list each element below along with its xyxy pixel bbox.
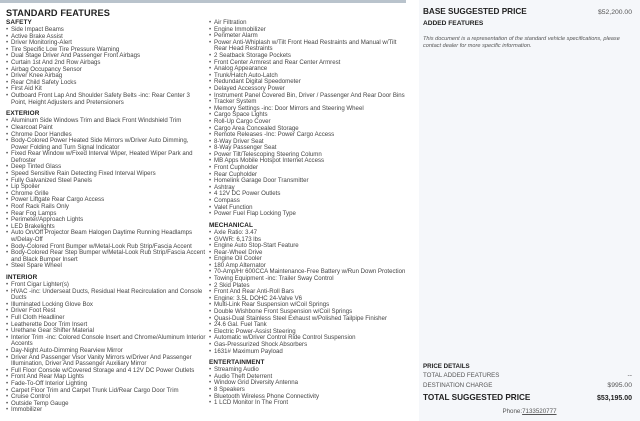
feature-item: • Window Grid Diversity Antenna [209, 380, 407, 387]
feature-item: • Remote Releases -Inc: Power Cargo Access [209, 132, 407, 139]
feature-item: • Front Center Armrest and Rear Center Armrest [209, 60, 407, 67]
feature-item: • 2 Skid Plates [209, 283, 407, 290]
feature-item: • Electric Power-Assist Steering [209, 329, 407, 336]
feature-section-entertainment [209, 360, 407, 407]
price-details-title: PRICE DETAILS [423, 363, 470, 370]
destination-charge-row [423, 382, 632, 389]
feature-item: • Dual Stage Driver And Passenger Front Airbags [6, 53, 206, 60]
feature-item: • Fully Galvanized Steel Panels [6, 178, 206, 185]
feature-item: • Steel Spare Wheel [6, 263, 206, 270]
feature-item: • Tracker System [209, 99, 407, 106]
total-added-features-value: -- [627, 372, 632, 379]
feature-item: • MB Apps Mobile Hotspot Internet Access [209, 158, 407, 165]
feature-item: • HVAC -inc: Underseat Ducts, Residual Heat Recirculation and Console Ducts [6, 289, 206, 302]
feature-item: • Audio Theft Deterrent [209, 374, 407, 381]
total-added-features-row [423, 372, 632, 379]
features-column-2 [209, 20, 407, 412]
price-details-header [423, 363, 632, 370]
feature-item: • Outboard Front Lap And Shoulder Safety Belts -inc: Rear Center 3 Point, Height Adjusters and Pretensioners [6, 93, 206, 106]
features-column-1 [6, 20, 206, 419]
feature-item: • Driver And Passenger Visor Vanity Mirrors w/Driver And Passenger Illumination, Driver And Passenger Auxiliary Mirror [6, 355, 206, 368]
feature-item: • Engine Oil Cooler [209, 256, 407, 263]
section-title: ENTERTAINMENT [209, 359, 265, 367]
feature-item: • Axle Ratio: 3.47 [209, 230, 407, 237]
feature-item: • Illuminated Locking Glove Box [6, 302, 206, 309]
feature-item: • Front Cigar Lighter(s) [6, 282, 206, 289]
feature-item: • Cruise Control [6, 394, 206, 401]
feature-item: • Speed Sensitive Rain Detecting Fixed Interval Wipers [6, 171, 206, 178]
feature-item: • Perimeter Alarm [209, 33, 407, 40]
section-title: INTERIOR [6, 273, 38, 281]
feature-item: • Active Brake Assist [6, 34, 206, 41]
base-price-label: BASE SUGGESTED PRICE [423, 7, 527, 16]
feature-item: • 180 Amp Alternator [209, 263, 407, 270]
feature-item: • Interior Trim -inc: Colored Console Insert and Chrome/Aluminum Interior Accents [6, 335, 206, 348]
feature-item: • Outside Temp Gauge [6, 401, 206, 408]
feature-item: • Air Filtration [209, 20, 407, 27]
feature-item: • Lip Spoiler [6, 184, 206, 191]
phone-label: Phone: [502, 408, 523, 415]
feature-item: • Fade-To-Off Interior Lighting [6, 381, 206, 388]
feature-item: • Front And Rear Map Lights [6, 374, 206, 381]
feature-item: • Rear Cupholder [209, 172, 407, 179]
feature-item: • Quasi-Dual Stainless Steel Exhaust w/Polished Tailpipe Finisher [209, 316, 407, 323]
feature-item: • Chrome Grille [6, 191, 206, 198]
total-suggested-price-row [423, 393, 632, 402]
base-price-value: $52,200.00 [597, 9, 632, 16]
added-features-label: ADDED FEATURES [423, 20, 484, 27]
total-added-features-label: TOTAL ADDED FEATURES [423, 372, 500, 379]
feature-item: • Engine Immobilizer [209, 27, 407, 34]
feature-item: • Driver Monitoring-Alert [6, 40, 206, 47]
feature-item: • 1 LCD Monitor In The Front [209, 400, 407, 407]
feature-item: • Rear Fog Lamps [6, 211, 206, 218]
feature-item: • Driver Knee Airbag [6, 73, 206, 80]
feature-item: • Engine: 3.5L DOHC 24-Valve V6 [209, 296, 407, 303]
total-suggested-price-value: $53,195.00 [596, 395, 632, 402]
feature-item: • LED Brakelights [6, 224, 206, 231]
pricing-panel [419, 0, 640, 421]
feature-item: • Engine Auto Stop-Start Feature [209, 243, 407, 250]
feature-item: • 8-Way Passenger Seat [209, 145, 407, 152]
feature-item: • Automatic w/Driver Control Ride Control Suspension [209, 335, 407, 342]
feature-item: • Ashtray [209, 185, 407, 192]
section-title: SAFETY [6, 19, 32, 26]
feature-item: • Towing Equipment -inc: Trailer Sway Control [209, 276, 407, 283]
feature-item: • Cargo Space Lights [209, 112, 407, 119]
feature-item: • Body-Colored Rear Step Bumper w/Metal-Look Rub Strip/Fascia Accent and Black Bumper Insert [6, 250, 206, 263]
feature-item: • Redundant Digital Speedometer [209, 79, 407, 86]
feature-item: • 70-Amp/Hr 600CCA Maintenance-Free Battery w/Run Down Protection [209, 269, 407, 276]
feature-item: • Memory Settings -inc: Door Mirrors and Steering Wheel [209, 106, 407, 113]
feature-item: • Gas-Pressurized Shock Absorbers [209, 342, 407, 349]
feature-item: • First Aid Kit [6, 86, 206, 93]
feature-item: • Power Tilt/Telescoping Steering Column [209, 152, 407, 159]
feature-item: • Compass [209, 198, 407, 205]
destination-charge-value: $995.00 [607, 382, 632, 389]
feature-item: • Fixed Rear Window w/Fixed Interval Wiper, Heated Wiper Park and Defroster [6, 151, 206, 164]
feature-item: • Valet Function [209, 205, 407, 212]
feature-item: • Body-Colored Front Bumper w/Metal-Look Rub Strip/Fascia Accent [6, 244, 206, 251]
feature-item: • Streaming Audio [209, 367, 407, 374]
feature-item: • GVWR: 6,173 lbs [209, 237, 407, 244]
feature-item: • Urethane Gear Shifter Material [6, 328, 206, 335]
feature-section-exterior [6, 111, 206, 270]
feature-item: • Multi-Link Rear Suspension w/Coil Springs [209, 302, 407, 309]
feature-item: • Auto On/Off Projector Beam Halogen Daytime Running Headlamps w/Delay-Off [6, 230, 206, 243]
feature-section-safety [6, 20, 206, 106]
feature-item: • Perimeter/Approach Lights [6, 217, 206, 224]
feature-item: • Driver Foot Rest [6, 308, 206, 315]
feature-section-interior [6, 275, 206, 414]
feature-item: • Airbag Occupancy Sensor [6, 67, 206, 74]
destination-charge-label: DESTINATION CHARGE [423, 382, 493, 389]
feature-item: • Carpet Floor Trim and Carpet Trunk Lid/Rear Cargo Door Trim [6, 388, 206, 395]
feature-item: • Clearcoat Paint [6, 125, 206, 132]
feature-item: • Curtain 1st And 2nd Row Airbags [6, 60, 206, 67]
feature-item: • Front Cupholder [209, 165, 407, 172]
section-title: EXTERIOR [6, 110, 40, 118]
feature-item: • 2 Seatback Storage Pockets [209, 53, 407, 60]
feature-item: • Instrument Panel Covered Bin, Driver / Passenger And Rear Door Bins [209, 93, 407, 100]
feature-item: • 1631# Maximum Payload [209, 349, 407, 356]
feature-item: • Power Fuel Flap Locking Type [209, 211, 407, 218]
feature-item: • Deep Tinted Glass [6, 164, 206, 171]
feature-item: • 24.6 Gal. Fuel Tank [209, 322, 407, 329]
feature-item: • Full Floor Console w/Covered Storage and 4 12V DC Power Outlets [6, 368, 206, 375]
feature-item: • Leatherette Door Trim Insert [6, 322, 206, 329]
feature-item: • Chrome Door Handles [6, 132, 206, 139]
added-features-row [423, 20, 632, 27]
feature-item: • Analog Appearance [209, 66, 407, 73]
feature-item: • Body-Colored Power Heated Side Mirrors w/Driver Auto Dimming, Power Folding and Turn Signal Indicator [6, 138, 206, 151]
feature-item: • Delayed Accessory Power [209, 86, 407, 93]
feature-item: • Trunk/Hatch Auto-Latch [209, 73, 407, 80]
feature-item: • Bluetooth Wireless Phone Connectivity [209, 394, 407, 401]
feature-section-continued [209, 20, 407, 218]
feature-item: • Full Cloth Headliner [6, 315, 206, 322]
feature-item: • Immobilizer [6, 407, 206, 414]
feature-item: • Double Wishbone Front Suspension w/Coil Springs [209, 309, 407, 316]
base-price-row [423, 7, 632, 16]
feature-item: • Tire Specific Low Tire Pressure Warning [6, 47, 206, 54]
feature-item: • Power Anti-Whiplash w/Tilt Front Head Restraints and Manual w/Tilt Rear Head Restraints [209, 40, 407, 53]
feature-item: • 8-Way Driver Seat [209, 139, 407, 146]
feature-item: • Power Liftgate Rear Cargo Access [6, 197, 206, 204]
phone-line [419, 408, 640, 415]
feature-item: • Rear-Wheel Drive [209, 250, 407, 257]
feature-item: • Rear Child Safety Locks [6, 80, 206, 87]
phone-link[interactable]: 7133520777 [522, 408, 557, 415]
feature-item: • Front And Rear Anti-Roll Bars [209, 289, 407, 296]
feature-item: • 8 Speakers [209, 387, 407, 394]
feature-item: • Aluminum Side Windows Trim and Black Front Windshield Trim [6, 118, 206, 125]
top-divider-bar [0, 0, 406, 3]
feature-item: • Day-Night Auto-Dimming Rearview Mirror [6, 348, 206, 355]
feature-item: • Cargo Area Concealed Storage [209, 126, 407, 133]
standard-features-title: STANDARD FEATURES [6, 8, 110, 18]
feature-item: • Roll-Up Cargo Cover [209, 119, 407, 126]
disclaimer-text: This document is a representation of the standard vehicle specifications, please contact dealer for more specific information. [423, 36, 620, 49]
feature-item: • Side Impact Beams [6, 27, 206, 34]
feature-item: • Roof Rack Rails Only [6, 204, 206, 211]
section-title: MECHANICAL [209, 221, 253, 229]
feature-section-mechanical [209, 223, 407, 355]
feature-item: • Homelink Garage Door Transmitter [209, 178, 407, 185]
feature-item: • 4 12V DC Power Outlets [209, 191, 407, 198]
total-suggested-price-label: TOTAL SUGGESTED PRICE [423, 393, 531, 402]
